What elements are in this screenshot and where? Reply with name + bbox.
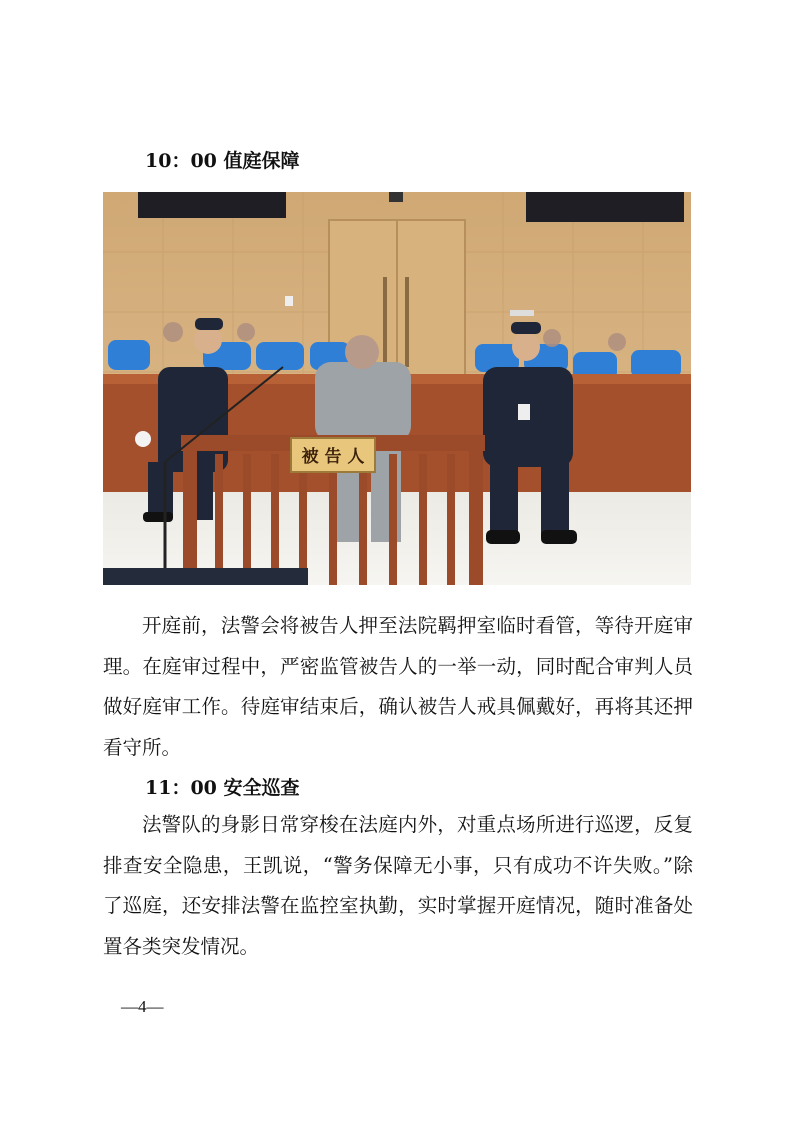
section-heading-patrol: 11：00 安全巡查 (145, 777, 300, 799)
courtroom-photo (103, 192, 691, 585)
defendant-sign: 被 告 人 (301, 447, 365, 467)
paragraph-duty: 开庭前，法警会将被告人押至法院羁押室临时看管，等待开庭审理。在庭审过程中，严密监管被告人的一举一动，同时配合审判人员做好庭审工作。待庭审结束后，确认被告人戒具佩戴好，再将其还押看守所。 (103, 614, 693, 759)
section-heading-duty: 10：00 值庭保障 (145, 150, 300, 172)
page-number: —4— (121, 997, 164, 1016)
paragraph-patrol: 法警队的身影日常穿梭在法庭内外，对重点场所进行巡逻，反复排查安全隐患，王凯说，“警务保障无小事，只有成功不许失败。”除了巡庭，还安排法警在监控室执勤，实时掌握开庭情况，随时准备处置各类突发情况。 (103, 813, 693, 958)
